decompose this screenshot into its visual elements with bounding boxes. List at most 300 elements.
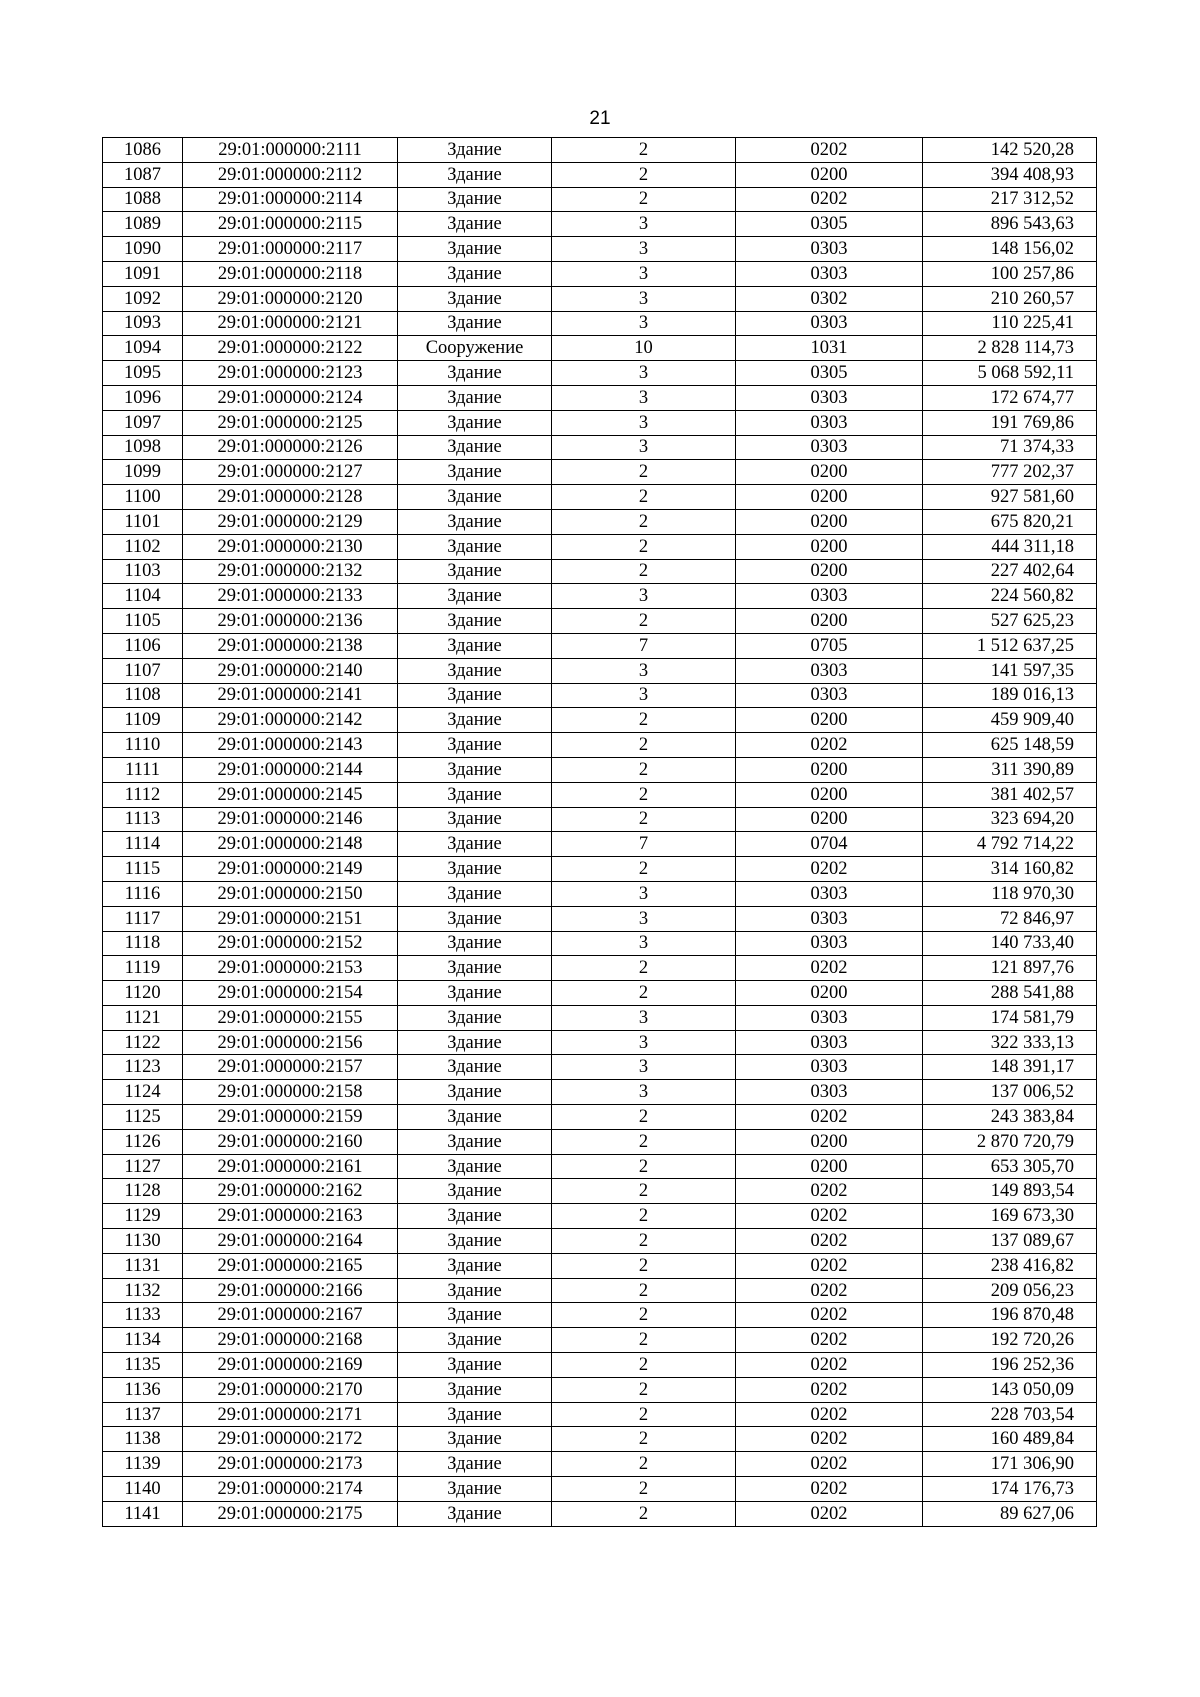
table-row — [103, 435, 1097, 460]
object-type-cell: Здание — [398, 559, 552, 584]
object-type-cell: Здание — [398, 1055, 552, 1080]
row-number-cell: 1116 — [103, 881, 183, 906]
code-cell: 0202 — [736, 1477, 923, 1502]
cadastral-value-cell: 149 893,54 — [923, 1179, 1097, 1204]
cadastral-number-cell: 29:01:000000:2124 — [183, 385, 398, 410]
cadastral-number-cell: 29:01:000000:2125 — [183, 410, 398, 435]
code-cell: 0202 — [736, 1427, 923, 1452]
cadastral-value-cell: 228 703,54 — [923, 1402, 1097, 1427]
cadastral-number-cell: 29:01:000000:2155 — [183, 1005, 398, 1030]
row-number-cell: 1120 — [103, 981, 183, 1006]
table-row — [103, 733, 1097, 758]
object-type-cell: Здание — [398, 212, 552, 237]
cadastral-value-cell: 171 306,90 — [923, 1452, 1097, 1477]
row-number-cell: 1100 — [103, 485, 183, 510]
group-cell: 2 — [552, 138, 736, 163]
object-type-cell: Здание — [398, 1328, 552, 1353]
cadastral-number-cell: 29:01:000000:2111 — [183, 138, 398, 163]
code-cell: 0202 — [736, 1377, 923, 1402]
group-cell: 2 — [552, 1179, 736, 1204]
cadastral-value-cell: 148 391,17 — [923, 1055, 1097, 1080]
cadastral-value-cell: 172 674,77 — [923, 385, 1097, 410]
code-cell: 0305 — [736, 212, 923, 237]
code-cell: 0200 — [736, 559, 923, 584]
cadastral-value-cell: 169 673,30 — [923, 1204, 1097, 1229]
row-number-cell: 1139 — [103, 1452, 183, 1477]
row-number-cell: 1087 — [103, 162, 183, 187]
object-type-cell: Здание — [398, 683, 552, 708]
row-number-cell: 1099 — [103, 460, 183, 485]
row-number-cell: 1119 — [103, 956, 183, 981]
group-cell: 2 — [552, 1154, 736, 1179]
cadastral-number-cell: 29:01:000000:2115 — [183, 212, 398, 237]
group-cell: 2 — [552, 1501, 736, 1526]
row-number-cell: 1125 — [103, 1105, 183, 1130]
object-type-cell: Здание — [398, 1030, 552, 1055]
code-cell: 0303 — [736, 1030, 923, 1055]
code-cell: 0202 — [736, 1105, 923, 1130]
cadastral-number-cell: 29:01:000000:2169 — [183, 1353, 398, 1378]
code-cell: 0303 — [736, 1005, 923, 1030]
object-type-cell: Здание — [398, 1253, 552, 1278]
code-cell: 0200 — [736, 782, 923, 807]
object-type-cell: Здание — [398, 807, 552, 832]
cadastral-value-cell: 243 383,84 — [923, 1105, 1097, 1130]
cadastral-value-cell: 210 260,57 — [923, 286, 1097, 311]
object-type-cell: Здание — [398, 1303, 552, 1328]
code-cell: 0202 — [736, 1179, 923, 1204]
cadastral-value-cell: 137 006,52 — [923, 1080, 1097, 1105]
registry-body — [103, 138, 1097, 1527]
table-row — [103, 460, 1097, 485]
group-cell: 3 — [552, 1005, 736, 1030]
object-type-cell: Здание — [398, 1179, 552, 1204]
cadastral-number-cell: 29:01:000000:2126 — [183, 435, 398, 460]
object-type-cell: Здание — [398, 261, 552, 286]
row-number-cell: 1138 — [103, 1427, 183, 1452]
code-cell: 0200 — [736, 509, 923, 534]
object-type-cell: Здание — [398, 633, 552, 658]
group-cell: 3 — [552, 683, 736, 708]
cadastral-value-cell: 2 828 114,73 — [923, 336, 1097, 361]
cadastral-value-cell: 118 970,30 — [923, 881, 1097, 906]
cadastral-value-cell: 896 543,63 — [923, 212, 1097, 237]
code-cell: 0302 — [736, 286, 923, 311]
cadastral-value-cell: 174 581,79 — [923, 1005, 1097, 1030]
table-row — [103, 633, 1097, 658]
object-type-cell: Здание — [398, 584, 552, 609]
group-cell: 3 — [552, 311, 736, 336]
code-cell: 0202 — [736, 1303, 923, 1328]
object-type-cell: Здание — [398, 410, 552, 435]
object-type-cell: Здание — [398, 237, 552, 262]
group-cell: 3 — [552, 658, 736, 683]
code-cell: 0303 — [736, 658, 923, 683]
table-row — [103, 1427, 1097, 1452]
group-cell: 3 — [552, 435, 736, 460]
cadastral-number-cell: 29:01:000000:2120 — [183, 286, 398, 311]
group-cell: 2 — [552, 1253, 736, 1278]
table-row — [103, 658, 1097, 683]
cadastral-number-cell: 29:01:000000:2123 — [183, 361, 398, 386]
object-type-cell: Здание — [398, 1353, 552, 1378]
group-cell: 2 — [552, 1129, 736, 1154]
group-cell: 2 — [552, 485, 736, 510]
object-type-cell: Здание — [398, 1080, 552, 1105]
group-cell: 2 — [552, 1278, 736, 1303]
object-type-cell: Здание — [398, 1154, 552, 1179]
row-number-cell: 1102 — [103, 534, 183, 559]
object-type-cell: Здание — [398, 509, 552, 534]
code-cell: 0303 — [736, 1080, 923, 1105]
code-cell: 0704 — [736, 832, 923, 857]
table-row — [103, 857, 1097, 882]
row-number-cell: 1141 — [103, 1501, 183, 1526]
code-cell: 0202 — [736, 956, 923, 981]
object-type-cell: Здание — [398, 658, 552, 683]
table-row — [103, 609, 1097, 634]
table-row — [103, 1005, 1097, 1030]
cadastral-value-cell: 121 897,76 — [923, 956, 1097, 981]
cadastral-value-cell: 148 156,02 — [923, 237, 1097, 262]
table-row — [103, 1129, 1097, 1154]
table-row — [103, 1377, 1097, 1402]
row-number-cell: 1137 — [103, 1402, 183, 1427]
object-type-cell: Здание — [398, 1204, 552, 1229]
object-type-cell: Здание — [398, 1278, 552, 1303]
row-number-cell: 1132 — [103, 1278, 183, 1303]
object-type-cell: Здание — [398, 1477, 552, 1502]
row-number-cell: 1108 — [103, 683, 183, 708]
code-cell: 1031 — [736, 336, 923, 361]
code-cell: 0202 — [736, 1501, 923, 1526]
row-number-cell: 1107 — [103, 658, 183, 683]
cadastral-value-cell: 196 870,48 — [923, 1303, 1097, 1328]
group-cell: 3 — [552, 931, 736, 956]
object-type-cell: Здание — [398, 187, 552, 212]
code-cell: 0200 — [736, 981, 923, 1006]
object-type-cell: Здание — [398, 1402, 552, 1427]
group-cell: 3 — [552, 212, 736, 237]
row-number-cell: 1130 — [103, 1229, 183, 1254]
code-cell: 0200 — [736, 162, 923, 187]
object-type-cell: Здание — [398, 138, 552, 163]
table-row — [103, 559, 1097, 584]
group-cell: 3 — [552, 584, 736, 609]
group-cell: 2 — [552, 1427, 736, 1452]
code-cell: 0202 — [736, 138, 923, 163]
group-cell: 2 — [552, 609, 736, 634]
cadastral-value-cell: 192 720,26 — [923, 1328, 1097, 1353]
group-cell: 2 — [552, 1229, 736, 1254]
group-cell: 2 — [552, 1377, 736, 1402]
cadastral-number-cell: 29:01:000000:2146 — [183, 807, 398, 832]
group-cell: 2 — [552, 1477, 736, 1502]
row-number-cell: 1104 — [103, 584, 183, 609]
cadastral-number-cell: 29:01:000000:2164 — [183, 1229, 398, 1254]
group-cell: 2 — [552, 460, 736, 485]
table-row — [103, 584, 1097, 609]
code-cell: 0202 — [736, 1253, 923, 1278]
cadastral-value-cell: 209 056,23 — [923, 1278, 1097, 1303]
row-number-cell: 1136 — [103, 1377, 183, 1402]
cadastral-value-cell: 196 252,36 — [923, 1353, 1097, 1378]
cadastral-number-cell: 29:01:000000:2170 — [183, 1377, 398, 1402]
row-number-cell: 1112 — [103, 782, 183, 807]
code-cell: 0202 — [736, 1452, 923, 1477]
row-number-cell: 1117 — [103, 906, 183, 931]
cadastral-number-cell: 29:01:000000:2173 — [183, 1452, 398, 1477]
table-row — [103, 1278, 1097, 1303]
cadastral-number-cell: 29:01:000000:2174 — [183, 1477, 398, 1502]
cadastral-value-cell: 110 225,41 — [923, 311, 1097, 336]
row-number-cell: 1131 — [103, 1253, 183, 1278]
cadastral-number-cell: 29:01:000000:2144 — [183, 757, 398, 782]
group-cell: 2 — [552, 534, 736, 559]
cadastral-value-cell: 675 820,21 — [923, 509, 1097, 534]
group-cell: 3 — [552, 286, 736, 311]
code-cell: 0200 — [736, 534, 923, 559]
object-type-cell: Здание — [398, 857, 552, 882]
group-cell: 3 — [552, 261, 736, 286]
row-number-cell: 1098 — [103, 435, 183, 460]
table-row — [103, 881, 1097, 906]
cadastral-value-cell: 394 408,93 — [923, 162, 1097, 187]
code-cell: 0303 — [736, 435, 923, 460]
cadastral-number-cell: 29:01:000000:2138 — [183, 633, 398, 658]
cadastral-number-cell: 29:01:000000:2121 — [183, 311, 398, 336]
table-row — [103, 1328, 1097, 1353]
group-cell: 3 — [552, 410, 736, 435]
table-row — [103, 286, 1097, 311]
cadastral-number-cell: 29:01:000000:2122 — [183, 336, 398, 361]
group-cell: 2 — [552, 782, 736, 807]
object-type-cell: Здание — [398, 881, 552, 906]
cadastral-value-cell: 322 333,13 — [923, 1030, 1097, 1055]
cadastral-value-cell: 142 520,28 — [923, 138, 1097, 163]
group-cell: 7 — [552, 633, 736, 658]
table-row — [103, 1105, 1097, 1130]
table-row — [103, 981, 1097, 1006]
cadastral-value-cell: 381 402,57 — [923, 782, 1097, 807]
code-cell: 0202 — [736, 187, 923, 212]
code-cell: 0202 — [736, 1278, 923, 1303]
cadastral-value-cell: 89 627,06 — [923, 1501, 1097, 1526]
cadastral-value-cell: 227 402,64 — [923, 559, 1097, 584]
cadastral-number-cell: 29:01:000000:2112 — [183, 162, 398, 187]
cadastral-number-cell: 29:01:000000:2118 — [183, 261, 398, 286]
cadastral-number-cell: 29:01:000000:2117 — [183, 237, 398, 262]
cadastral-value-cell: 777 202,37 — [923, 460, 1097, 485]
cadastral-number-cell: 29:01:000000:2130 — [183, 534, 398, 559]
object-type-cell: Здание — [398, 1501, 552, 1526]
table-row — [103, 832, 1097, 857]
code-cell: 0200 — [736, 708, 923, 733]
group-cell: 3 — [552, 1055, 736, 1080]
cadastral-number-cell: 29:01:000000:2133 — [183, 584, 398, 609]
row-number-cell: 1106 — [103, 633, 183, 658]
object-type-cell: Здание — [398, 385, 552, 410]
row-number-cell: 1086 — [103, 138, 183, 163]
table-row — [103, 261, 1097, 286]
cadastral-value-cell: 2 870 720,79 — [923, 1129, 1097, 1154]
row-number-cell: 1095 — [103, 361, 183, 386]
group-cell: 2 — [552, 1328, 736, 1353]
cadastral-number-cell: 29:01:000000:2166 — [183, 1278, 398, 1303]
table-row — [103, 956, 1097, 981]
cadastral-value-cell: 217 312,52 — [923, 187, 1097, 212]
cadastral-number-cell: 29:01:000000:2158 — [183, 1080, 398, 1105]
group-cell: 2 — [552, 733, 736, 758]
cadastral-number-cell: 29:01:000000:2141 — [183, 683, 398, 708]
code-cell: 0303 — [736, 311, 923, 336]
group-cell: 2 — [552, 857, 736, 882]
cadastral-number-cell: 29:01:000000:2152 — [183, 931, 398, 956]
group-cell: 2 — [552, 708, 736, 733]
object-type-cell: Здание — [398, 782, 552, 807]
group-cell: 2 — [552, 956, 736, 981]
code-cell: 0303 — [736, 410, 923, 435]
code-cell: 0202 — [736, 857, 923, 882]
group-cell: 2 — [552, 1402, 736, 1427]
group-cell: 10 — [552, 336, 736, 361]
object-type-cell: Здание — [398, 162, 552, 187]
object-type-cell: Здание — [398, 1229, 552, 1254]
object-type-cell: Здание — [398, 931, 552, 956]
code-cell: 0303 — [736, 881, 923, 906]
group-cell: 7 — [552, 832, 736, 857]
object-type-cell: Здание — [398, 1452, 552, 1477]
registry-table — [102, 137, 1097, 1527]
row-number-cell: 1096 — [103, 385, 183, 410]
object-type-cell: Здание — [398, 361, 552, 386]
table-row — [103, 311, 1097, 336]
cadastral-value-cell: 224 560,82 — [923, 584, 1097, 609]
table-row — [103, 410, 1097, 435]
row-number-cell: 1103 — [103, 559, 183, 584]
code-cell: 0202 — [736, 1402, 923, 1427]
cadastral-number-cell: 29:01:000000:2168 — [183, 1328, 398, 1353]
row-number-cell: 1135 — [103, 1353, 183, 1378]
cadastral-number-cell: 29:01:000000:2171 — [183, 1402, 398, 1427]
cadastral-value-cell: 191 769,86 — [923, 410, 1097, 435]
table-row — [103, 1501, 1097, 1526]
table-row — [103, 237, 1097, 262]
code-cell: 0303 — [736, 261, 923, 286]
table-row — [103, 1402, 1097, 1427]
cadastral-number-cell: 29:01:000000:2163 — [183, 1204, 398, 1229]
code-cell: 0303 — [736, 931, 923, 956]
cadastral-value-cell: 625 148,59 — [923, 733, 1097, 758]
row-number-cell: 1097 — [103, 410, 183, 435]
group-cell: 2 — [552, 509, 736, 534]
cadastral-number-cell: 29:01:000000:2145 — [183, 782, 398, 807]
cadastral-number-cell: 29:01:000000:2129 — [183, 509, 398, 534]
table-row — [103, 361, 1097, 386]
code-cell: 0200 — [736, 1154, 923, 1179]
table-row — [103, 385, 1097, 410]
cadastral-value-cell: 100 257,86 — [923, 261, 1097, 286]
code-cell: 0303 — [736, 385, 923, 410]
object-type-cell: Здание — [398, 832, 552, 857]
table-row — [103, 931, 1097, 956]
cadastral-number-cell: 29:01:000000:2156 — [183, 1030, 398, 1055]
group-cell: 2 — [552, 1353, 736, 1378]
table-row — [103, 1253, 1097, 1278]
cadastral-value-cell: 174 176,73 — [923, 1477, 1097, 1502]
code-cell: 0200 — [736, 807, 923, 832]
cadastral-number-cell: 29:01:000000:2148 — [183, 832, 398, 857]
object-type-cell: Здание — [398, 733, 552, 758]
group-cell: 2 — [552, 1452, 736, 1477]
cadastral-number-cell: 29:01:000000:2162 — [183, 1179, 398, 1204]
object-type-cell: Сооружение — [398, 336, 552, 361]
row-number-cell: 1129 — [103, 1204, 183, 1229]
object-type-cell: Здание — [398, 485, 552, 510]
cadastral-number-cell: 29:01:000000:2151 — [183, 906, 398, 931]
table-row — [103, 138, 1097, 163]
group-cell: 3 — [552, 906, 736, 931]
cadastral-number-cell: 29:01:000000:2132 — [183, 559, 398, 584]
group-cell: 2 — [552, 1303, 736, 1328]
group-cell: 2 — [552, 757, 736, 782]
table-row — [103, 1030, 1097, 1055]
object-type-cell: Здание — [398, 1005, 552, 1030]
cadastral-value-cell: 189 016,13 — [923, 683, 1097, 708]
cadastral-number-cell: 29:01:000000:2140 — [183, 658, 398, 683]
group-cell: 3 — [552, 385, 736, 410]
cadastral-value-cell: 137 089,67 — [923, 1229, 1097, 1254]
group-cell: 2 — [552, 1105, 736, 1130]
group-cell: 2 — [552, 162, 736, 187]
cadastral-number-cell: 29:01:000000:2136 — [183, 609, 398, 634]
cadastral-value-cell: 459 909,40 — [923, 708, 1097, 733]
row-number-cell: 1105 — [103, 609, 183, 634]
code-cell: 0202 — [736, 1328, 923, 1353]
cadastral-value-cell: 527 625,23 — [923, 609, 1097, 634]
row-number-cell: 1128 — [103, 1179, 183, 1204]
object-type-cell: Здание — [398, 1129, 552, 1154]
row-number-cell: 1123 — [103, 1055, 183, 1080]
cadastral-value-cell: 927 581,60 — [923, 485, 1097, 510]
group-cell: 3 — [552, 1030, 736, 1055]
row-number-cell: 1093 — [103, 311, 183, 336]
row-number-cell: 1092 — [103, 286, 183, 311]
object-type-cell: Здание — [398, 708, 552, 733]
table-row — [103, 1080, 1097, 1105]
code-cell: 0200 — [736, 485, 923, 510]
cadastral-number-cell: 29:01:000000:2172 — [183, 1427, 398, 1452]
cadastral-value-cell: 160 489,84 — [923, 1427, 1097, 1452]
row-number-cell: 1089 — [103, 212, 183, 237]
code-cell: 0305 — [736, 361, 923, 386]
code-cell: 0200 — [736, 460, 923, 485]
cadastral-number-cell: 29:01:000000:2160 — [183, 1129, 398, 1154]
row-number-cell: 1127 — [103, 1154, 183, 1179]
object-type-cell: Здание — [398, 460, 552, 485]
cadastral-number-cell: 29:01:000000:2159 — [183, 1105, 398, 1130]
group-cell: 3 — [552, 881, 736, 906]
row-number-cell: 1109 — [103, 708, 183, 733]
table-row — [103, 162, 1097, 187]
table-row — [103, 708, 1097, 733]
code-cell: 0202 — [736, 1353, 923, 1378]
table-row — [103, 1154, 1097, 1179]
cadastral-value-cell: 311 390,89 — [923, 757, 1097, 782]
object-type-cell: Здание — [398, 311, 552, 336]
row-number-cell: 1110 — [103, 733, 183, 758]
group-cell: 2 — [552, 981, 736, 1006]
